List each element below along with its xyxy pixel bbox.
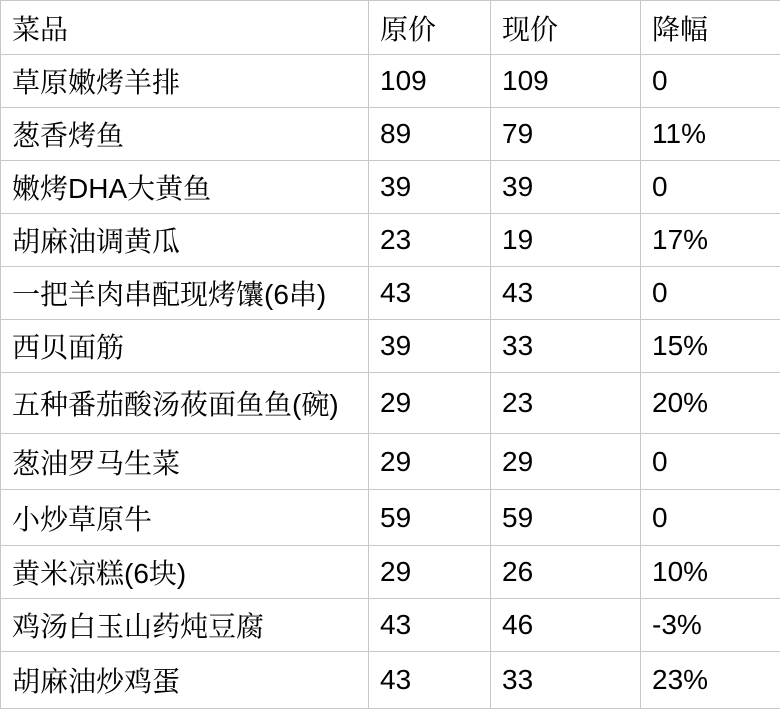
cell-dish: 五种番茄酸汤莜面鱼鱼(碗)	[1, 373, 369, 434]
cell-dish: 草原嫩烤羊排	[1, 55, 369, 108]
cell-original-price: 43	[369, 599, 491, 652]
cell-current-price: 39	[491, 161, 641, 214]
cell-original-price: 23	[369, 214, 491, 267]
cell-original-price: 59	[369, 490, 491, 546]
cell-reduction: 0	[641, 55, 780, 108]
cell-current-price: 33	[491, 652, 641, 709]
table-row	[1, 161, 780, 214]
table-row	[1, 599, 780, 652]
cell-current-price: 19	[491, 214, 641, 267]
table-row	[1, 55, 780, 108]
cell-current-price: 109	[491, 55, 641, 108]
cell-dish: 胡麻油调黄瓜	[1, 214, 369, 267]
cell-dish: 葱香烤鱼	[1, 108, 369, 161]
table-row	[1, 490, 780, 546]
cell-original-price: 29	[369, 373, 491, 434]
cell-original-price: 29	[369, 434, 491, 490]
table-row	[1, 320, 780, 373]
cell-original-price: 43	[369, 652, 491, 709]
cell-dish: 黄米凉糕(6块)	[1, 546, 369, 599]
cell-original-price: 29	[369, 546, 491, 599]
cell-reduction: 0	[641, 490, 780, 546]
cell-original-price: 39	[369, 320, 491, 373]
table-row	[1, 267, 780, 320]
column-header-dish: 菜品	[1, 1, 369, 55]
cell-dish: 一把羊肉串配现烤馕(6串)	[1, 267, 369, 320]
table-row	[1, 546, 780, 599]
column-header-current-price: 现价	[491, 1, 641, 55]
cell-original-price: 43	[369, 267, 491, 320]
table-body	[1, 55, 780, 709]
cell-reduction: 0	[641, 434, 780, 490]
cell-dish: 葱油罗马生菜	[1, 434, 369, 490]
table-row	[1, 434, 780, 490]
cell-current-price: 59	[491, 490, 641, 546]
cell-dish: 小炒草原牛	[1, 490, 369, 546]
cell-current-price: 26	[491, 546, 641, 599]
cell-reduction: 10%	[641, 546, 780, 599]
cell-current-price: 46	[491, 599, 641, 652]
cell-current-price: 43	[491, 267, 641, 320]
table-row	[1, 652, 780, 709]
column-header-reduction: 降幅	[641, 1, 780, 55]
header-row	[1, 1, 780, 55]
cell-dish: 嫩烤DHA大黄鱼	[1, 161, 369, 214]
cell-reduction: 0	[641, 161, 780, 214]
table-row	[1, 108, 780, 161]
cell-reduction: 23%	[641, 652, 780, 709]
cell-original-price: 109	[369, 55, 491, 108]
cell-current-price: 33	[491, 320, 641, 373]
cell-original-price: 89	[369, 108, 491, 161]
cell-original-price: 39	[369, 161, 491, 214]
cell-reduction: 0	[641, 267, 780, 320]
table-header	[1, 1, 780, 55]
cell-reduction: 17%	[641, 214, 780, 267]
cell-reduction: 20%	[641, 373, 780, 434]
cell-current-price: 23	[491, 373, 641, 434]
cell-current-price: 29	[491, 434, 641, 490]
cell-reduction: 11%	[641, 108, 780, 161]
table-row	[1, 214, 780, 267]
cell-reduction: -3%	[641, 599, 780, 652]
cell-current-price: 79	[491, 108, 641, 161]
table-row	[1, 373, 780, 434]
cell-dish: 西贝面筋	[1, 320, 369, 373]
cell-reduction: 15%	[641, 320, 780, 373]
cell-dish: 胡麻油炒鸡蛋	[1, 652, 369, 709]
cell-dish: 鸡汤白玉山药炖豆腐	[1, 599, 369, 652]
column-header-original-price: 原价	[369, 1, 491, 55]
